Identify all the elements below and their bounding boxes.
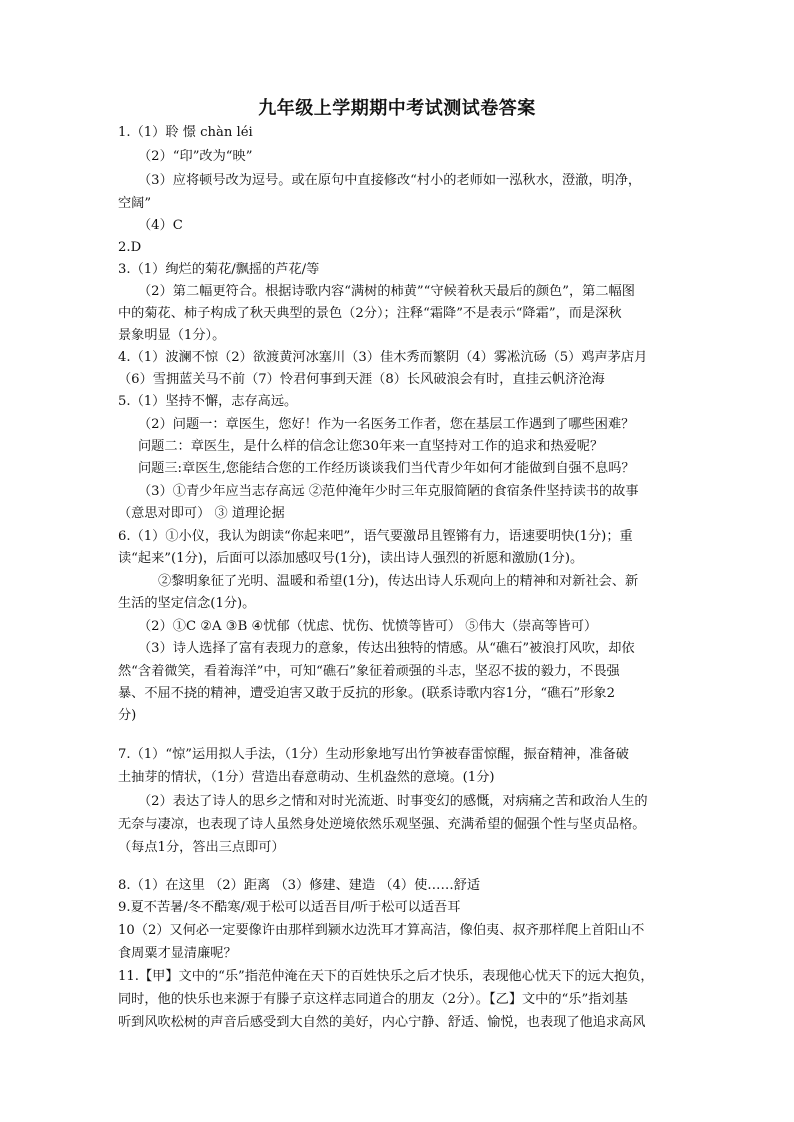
text-line: 问题三:章医生,您能结合您的工作经历谈谈我们当代青少年如何才能做到自强不息吗？ <box>138 461 635 476</box>
text-line: 问题二：章医生，是什么样的信念让您30年来一直坚持对工作的追求和热爱呢？ <box>138 439 604 454</box>
text-line: 食周粟才显清廉呢？ <box>118 946 237 961</box>
document-title: 九年级上学期期中考试测试卷答案 <box>258 98 536 119</box>
text-line: （2）“印”改为“映” <box>138 149 253 164</box>
text-line: （意思对即可） ③ 道理论据 <box>118 506 285 521</box>
text-line: （2）表达了诗人的思乡之情和对时光流逝、时事变幻的感慨，对病痛之苦和政治人生的 <box>138 794 648 809</box>
text-line: 暴、不屈不挠的精神，遭受迫害又敢于反抗的形象。(联系诗歌内容1分，“礁石”形象2 <box>118 686 615 701</box>
text-line: 中的菊花、柿子构成了秋天典型的景色（2分）；注释“霜降”不是表示“降霜”，而是深秋 <box>118 306 622 321</box>
text-line: （2）①C ②A ③B ④忧郁（忧虑、忧伤、忧愤等皆可） ⑤伟大（崇高等皆可） <box>138 619 598 634</box>
text-line: （3）诗人选择了富有表现力的意象，传达出独特的情感。从“礁石”被浪打风吹，却依 <box>138 641 635 656</box>
text-line: 同时，他的快乐也来源于有滕子京这样志同道合的朋友（2分）。【乙】文中的“乐”指刘基 <box>118 992 628 1007</box>
text-line: 景象明显（1分）。 <box>118 328 226 343</box>
text-line: （3）应将顿号改为逗号。或在原句中直接修改“村小的老师如一泓秋水，澄澈，明净， <box>138 173 642 188</box>
text-line: 听到风吹松树的声音后感受到大自然的美好，内心宁静、舒适、愉悦，也表现了他追求高风 <box>118 1015 646 1030</box>
text-line: 10（2）又何必一定要像许由那样到颍水边洗耳才算高洁，像伯夷、叔齐那样爬上首阳山不 <box>118 923 645 938</box>
text-line: 7.（1）“惊”运用拟人手法，（1分）生动形象地写出竹笋被春雷惊醒，振奋精神，准备破 <box>118 747 629 762</box>
text-line: 3.（1）绚烂的菊花/飘摇的芦花/等 <box>118 262 320 277</box>
text-line: 5.（1）坚持不懈，志存高远。 <box>118 394 298 409</box>
text-line: 9.夏不苦暑/冬不酷寒/观于松可以适吾目/听于松可以适吾耳 <box>118 900 461 915</box>
text-line: ②黎明象征了光明、温暖和希望(1分)，传达出诗人乐观向上的精神和对新社会、新 <box>158 574 639 589</box>
text-line: （4）C <box>138 218 183 233</box>
text-line: （6）雪拥蓝关马不前（7）怜君何事到天涯（8）长风破浪会有时，直挂云帆济沧海 <box>118 372 605 387</box>
text-line: （2）问题一：章医生，您好！作为一名医务工作者，您在基层工作遇到了哪些困难？ <box>138 417 635 432</box>
text-line: 2.D <box>118 240 142 255</box>
text-line: （每点1分，答出三点即可） <box>118 840 285 855</box>
text-line: （2）第二幅更符合。根据诗歌内容“满树的柿黄”“守候着秋天最后的颜色”，第二幅图 <box>138 284 635 299</box>
text-line: 生活的坚定信念(1分)。 <box>118 596 256 611</box>
text-line: 1.（1）聆 憬 chàn léi <box>118 125 253 140</box>
text-line: 8.（1）在这里 （2）距离 （3）修建、建造 （4）使……舒适 <box>118 878 481 893</box>
text-line: 分) <box>118 708 137 723</box>
text-line: 6.（1）①小仪，我认为朗读“你起来吧”，语气要激昂且铿锵有力，语速要明快(1分)；重 <box>118 529 633 544</box>
text-line: （3）①青少年应当志存高远 ②范仲淹年少时三年克服简陋的食宿条件坚持读书的故事 <box>138 484 639 499</box>
text-line: 土抽芽的情状，（1分）营造出春意萌动、生机盎然的意境。(1分) <box>118 770 495 785</box>
text-line: 空阔” <box>118 196 152 211</box>
text-line: 读“起来”(1分)，后面可以添加感叹号(1分)，读出诗人强烈的祈愿和激励(1分)。 <box>118 551 584 566</box>
text-line: 然“含着微笑，看着海洋”中，可知“礁石”象征着顽强的斗志，坚忍不拔的毅力，不畏强 <box>118 664 620 679</box>
text-line: 11.【甲】文中的“乐”指范仲淹在天下的百姓快乐之后才快乐，表现他心忧天下的远大抱负， <box>118 969 654 984</box>
text-line: 4.（1）波澜不惊（2）欲渡黄河冰塞川（3）佳木秀而繁阴（4）雾凇沆砀（5）鸡声茅店月 <box>118 350 648 365</box>
text-line: 无奈与凄凉，也表现了诗人虽然身处逆境依然乐观坚强、充满希望的倔强个性与坚贞品格。 <box>118 817 646 832</box>
